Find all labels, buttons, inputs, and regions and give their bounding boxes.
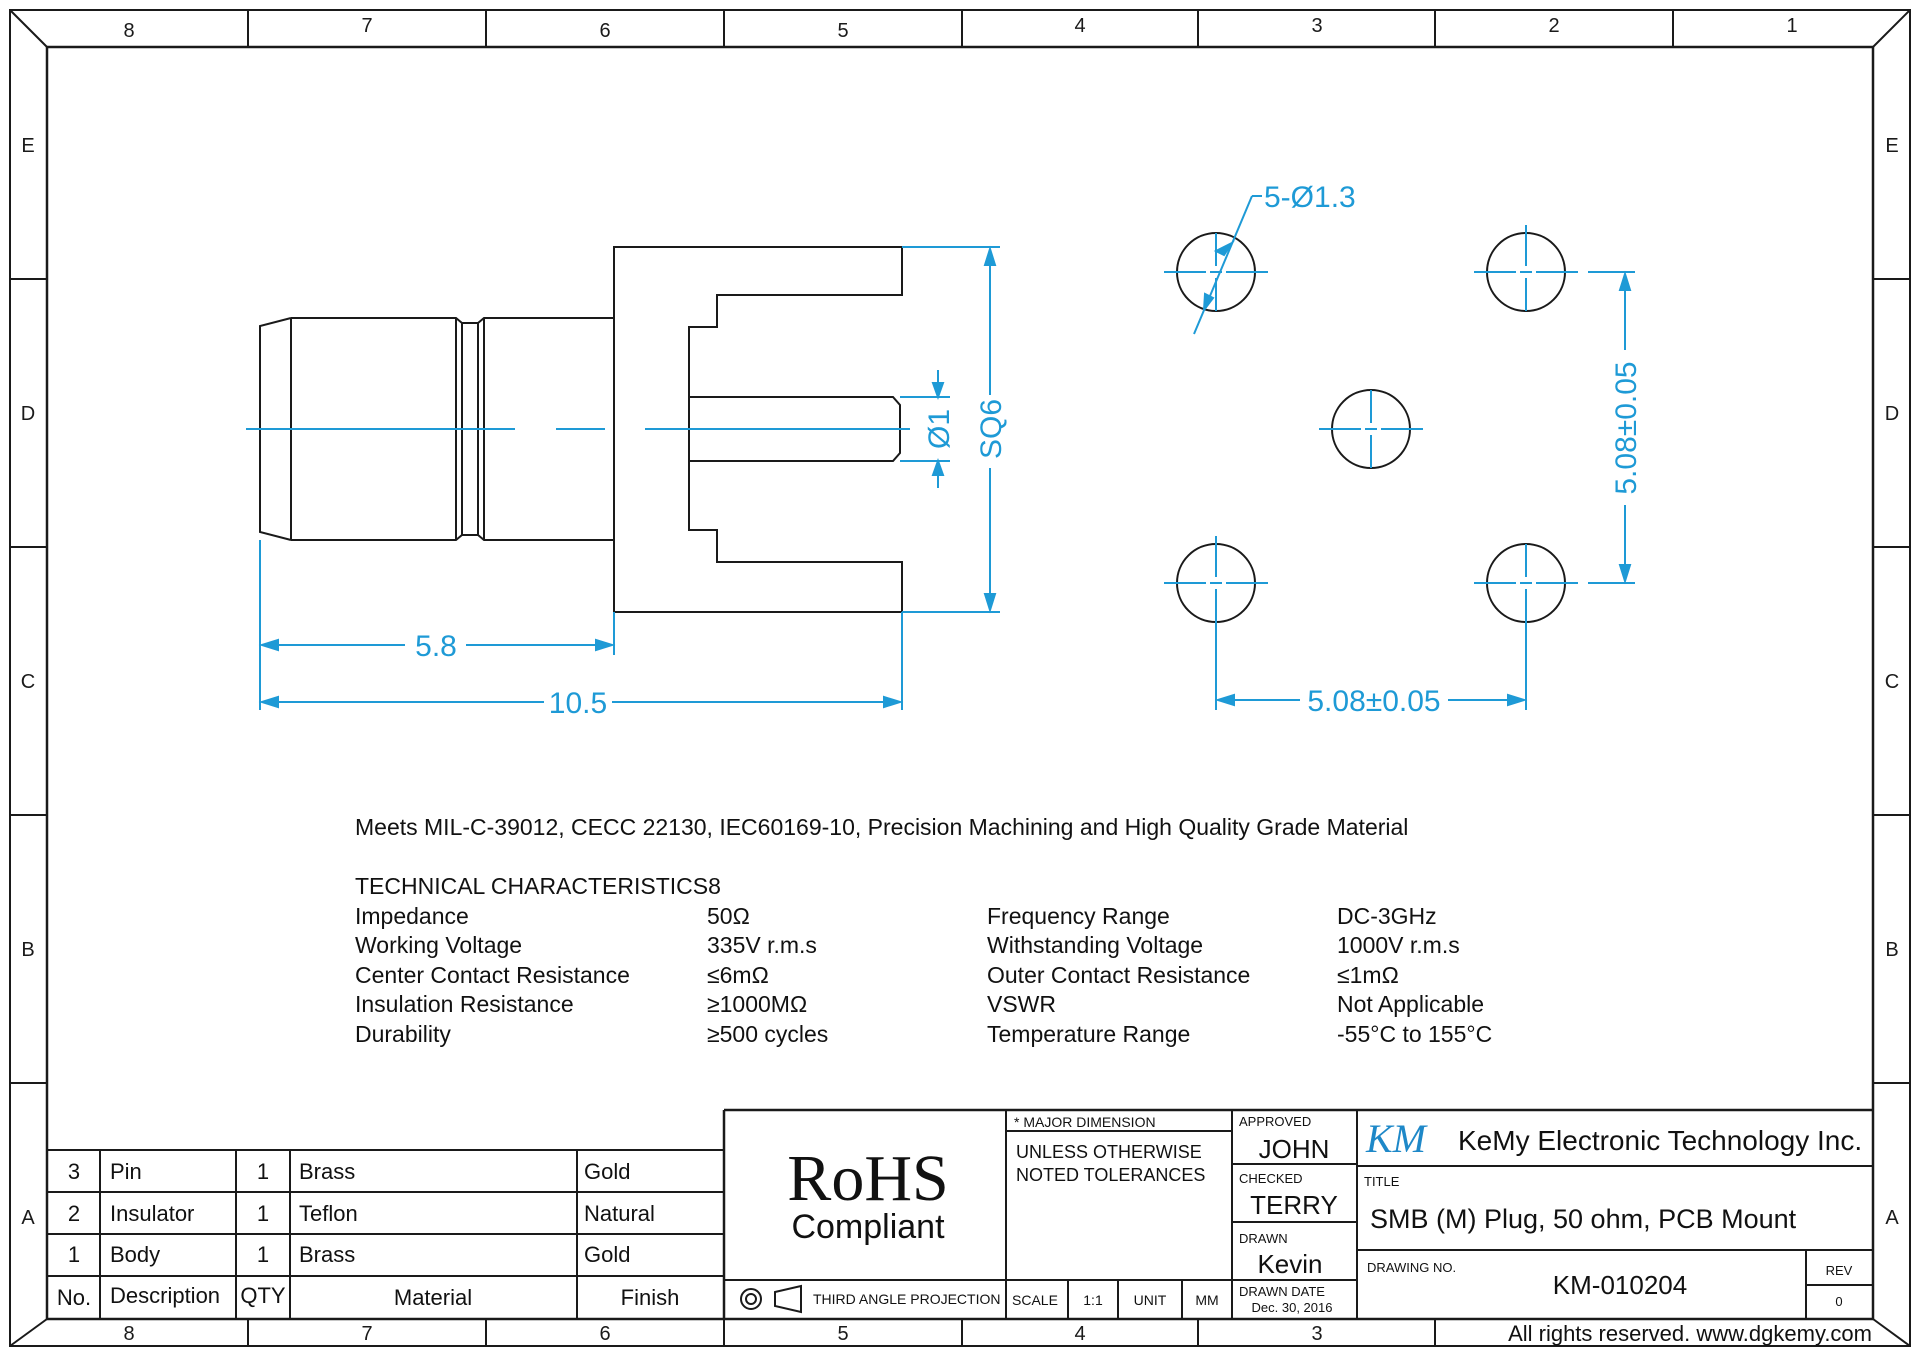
company-logo: KM: [1366, 1116, 1426, 1161]
tech-title: TECHNICAL CHARACTERISTICS8: [355, 873, 721, 899]
bom-description: Insulator: [110, 1201, 195, 1226]
standards-note: Meets MIL-C-39012, CECC 22130, IEC60169-10, Precision Machining and High Quality Grade Material: [355, 814, 1409, 840]
checked-by: TERRY: [1250, 1190, 1338, 1220]
spec-value: 50Ω: [707, 903, 750, 929]
title-block-text: [813, 1114, 1872, 1346]
dim-horizontal-spacing: 5.08±0.05: [1307, 685, 1441, 718]
drawn-by: Kevin: [1257, 1249, 1323, 1279]
bom-material: Teflon: [299, 1201, 358, 1226]
title-label: TITLE: [1364, 1174, 1400, 1189]
spec-value: Not Applicable: [1337, 991, 1485, 1017]
bom-header-description: Description: [110, 1283, 221, 1308]
zone-row-left: A: [21, 1207, 35, 1229]
rev-label: REV: [1825, 1263, 1853, 1278]
spec-label: Outer Contact Resistance: [987, 962, 1251, 988]
drawing-no-label: DRAWING NO.: [1367, 1260, 1457, 1275]
zone-col-bottom: 5: [837, 1323, 849, 1345]
zone-col-bottom: 4: [1074, 1323, 1086, 1345]
tolerance-line1: UNLESS OTHERWISE: [1016, 1142, 1202, 1162]
zone-row-left: E: [21, 135, 35, 157]
zone-row-left: C: [20, 671, 36, 693]
spec-label: Working Voltage: [355, 932, 523, 958]
zone-col-top: 6: [599, 20, 611, 42]
dim-square: SQ6: [975, 398, 1008, 460]
spec-label: Temperature Range: [987, 1021, 1191, 1047]
third-angle-projection-icon: [741, 1286, 801, 1312]
spec-value: ≥1000MΩ: [707, 991, 808, 1017]
zone-row-right: D: [1884, 403, 1900, 425]
drawing-title: SMB (M) Plug, 50 ohm, PCB Mount: [1370, 1204, 1797, 1234]
approved-by: JOHN: [1258, 1134, 1330, 1164]
hole-centerlines: [1164, 196, 1578, 622]
approved-label: APPROVED: [1239, 1114, 1312, 1129]
zone-row-right: C: [1884, 671, 1900, 693]
bom-finish: Natural: [584, 1201, 655, 1226]
zone-col-top: 3: [1311, 15, 1323, 37]
zone-col-top: 2: [1548, 15, 1560, 37]
zone-row-right: B: [1885, 939, 1899, 961]
bom-header-qty: QTY: [240, 1283, 286, 1308]
drawn-date-label: DRAWN DATE: [1239, 1284, 1325, 1299]
bom-material: Brass: [299, 1159, 356, 1184]
zone-row-left: B: [21, 939, 35, 961]
footprint-dimension-text: [1264, 181, 1643, 718]
spec-label: Center Contact Resistance: [355, 962, 630, 988]
spec-label: Impedance: [355, 903, 469, 929]
spec-value: ≤6mΩ: [707, 962, 769, 988]
compliant-text: Compliant: [791, 1208, 945, 1246]
spec-label: VSWR: [987, 991, 1056, 1017]
bom-header-finish: Finish: [620, 1285, 680, 1310]
rohs-badge: [787, 1142, 948, 1246]
bom-qty: 1: [256, 1159, 270, 1184]
side-view-dimension-text: [415, 399, 1008, 720]
copyright: All rights reserved. www.dgkemy.com: [1508, 1321, 1872, 1346]
rohs-text: RoHS: [787, 1142, 949, 1215]
spec-table: [355, 903, 1492, 1047]
zone-col-top: 5: [837, 20, 849, 42]
zone-col-top: 8: [123, 20, 135, 42]
zone-col-top: 1: [1786, 15, 1798, 37]
checked-label: CHECKED: [1239, 1171, 1303, 1186]
scale-label: SCALE: [1012, 1292, 1058, 1308]
spec-value: 335V r.m.s: [707, 932, 817, 958]
zone-col-bottom: 3: [1311, 1323, 1323, 1345]
dim-total-length: 10.5: [548, 687, 608, 720]
spec-label: Durability: [355, 1021, 451, 1047]
scale-value: 1:1: [1083, 1292, 1103, 1308]
spec-value: DC-3GHz: [1337, 903, 1437, 929]
bom-header-no: No.: [56, 1285, 92, 1310]
drawn-date: Dec. 30, 2016: [1251, 1300, 1333, 1315]
zone-col-bottom: 6: [599, 1323, 611, 1345]
bom-finish: Gold: [584, 1242, 631, 1267]
unit-label: UNIT: [1133, 1292, 1167, 1308]
bom-description: Pin: [110, 1159, 142, 1184]
notes: [355, 814, 1408, 899]
zone-col-bottom: 7: [361, 1323, 373, 1345]
spec-label: Withstanding Voltage: [987, 932, 1204, 958]
company-name: KeMy Electronic Technology Inc.: [1458, 1125, 1863, 1156]
pcb-footprint: [1177, 233, 1565, 622]
major-dimension: * MAJOR DIMENSION: [1014, 1114, 1156, 1130]
bom-no: 1: [67, 1242, 81, 1267]
zone-col-top: 4: [1074, 15, 1086, 37]
spec-label: Frequency Range: [987, 903, 1170, 929]
spec-value: ≥500 cycles: [707, 1021, 829, 1047]
drawn-label: DRAWN: [1239, 1231, 1288, 1246]
drawing-no: KM-010204: [1552, 1270, 1688, 1300]
spec-value: 1000V r.m.s: [1337, 932, 1460, 958]
zone-row-left: D: [20, 403, 36, 425]
dim-holes: 5-Ø1.3: [1264, 181, 1356, 214]
bom-no: 2: [67, 1201, 81, 1226]
footprint-dimensions: [1216, 272, 1635, 710]
bom-description: Body: [110, 1242, 161, 1267]
unit-value: MM: [1195, 1292, 1219, 1308]
dim-vertical-spacing: 5.08±0.05: [1610, 361, 1643, 495]
bom-header-material: Material: [393, 1285, 473, 1310]
side-view-dimensions: [260, 247, 1000, 710]
dim-body-length: 5.8: [415, 630, 457, 663]
spec-label: Insulation Resistance: [355, 991, 574, 1017]
spec-value: -55°C to 155°C: [1337, 1021, 1493, 1047]
zone-row-right: A: [1885, 1207, 1899, 1229]
bom-no: 3: [67, 1159, 81, 1184]
dim-pin-diameter: Ø1: [923, 408, 956, 450]
bom-qty: 1: [256, 1201, 270, 1226]
zone-col-top: 7: [361, 15, 373, 37]
bom-finish: Gold: [584, 1159, 631, 1184]
rev-value: 0: [1835, 1294, 1843, 1309]
spec-value: ≤1mΩ: [1337, 962, 1399, 988]
tolerance-line2: NOTED TOLERANCES: [1016, 1165, 1206, 1185]
zone-col-bottom: 8: [123, 1323, 135, 1345]
projection-label: THIRD ANGLE PROJECTION: [813, 1291, 1001, 1307]
bom-material: Brass: [299, 1242, 356, 1267]
bom-qty: 1: [256, 1242, 270, 1267]
zone-row-right: E: [1885, 135, 1899, 157]
